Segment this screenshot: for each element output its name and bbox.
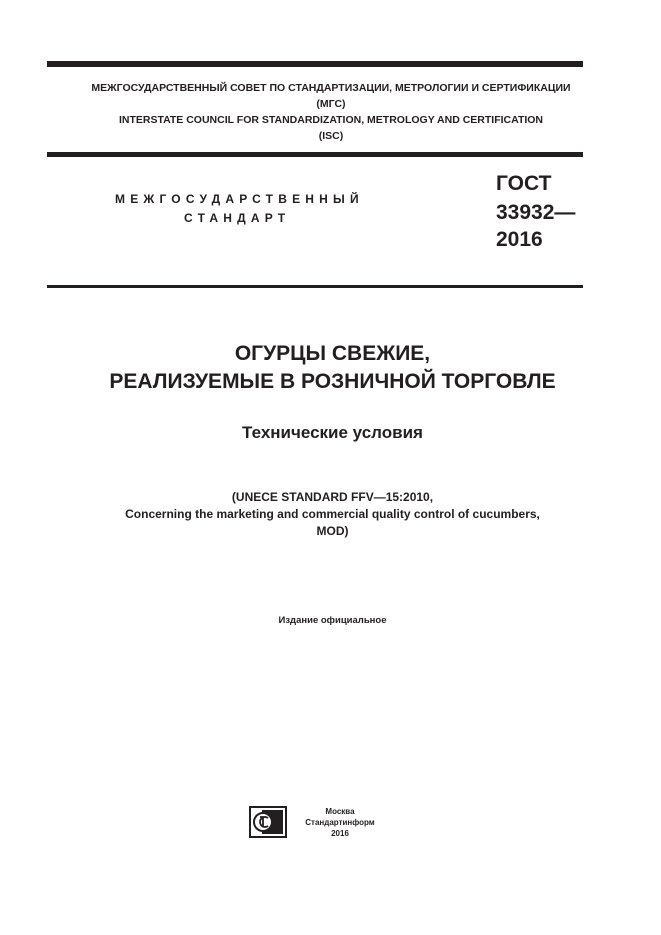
document-title-line1: ОГУРЦЫ СВЕЖИЕ, bbox=[234, 342, 431, 365]
standard-kind-line2: СТАНДАРТ bbox=[184, 211, 291, 225]
council-ru bbox=[47, 80, 615, 112]
edition-note: Издание официальное bbox=[278, 615, 387, 626]
council-ru-name: МЕЖГОСУДАРСТВЕННЫЙ СОВЕТ ПО СТАНДАРТИЗАЦИИ, МЕТРОЛОГИИ И СЕРТИФИКАЦИИ bbox=[91, 82, 571, 94]
gost-label: ГОСТ bbox=[496, 172, 552, 195]
document-title-line2: РЕАЛИЗУЕМЫЕ В РОЗНИЧНОЙ ТОРГОВЛЕ bbox=[109, 370, 556, 393]
council-en-abbr: (ISC) bbox=[318, 130, 344, 142]
document-subtitle: Технические условия bbox=[242, 423, 423, 442]
council-en-name: INTERSTATE COUNCIL FOR STANDARDIZATION, METROLOGY AND CERTIFICATION bbox=[118, 114, 544, 126]
reference-line1: (UNECE STANDARD FFV—15:2010, bbox=[231, 490, 434, 504]
reference-line2: Concerning the marketing and commercial quality control of cucumbers, bbox=[125, 507, 540, 521]
publisher-city: Москва bbox=[325, 807, 355, 816]
top-rule bbox=[47, 61, 583, 67]
publisher-name: Стандартинформ bbox=[305, 818, 375, 827]
council-en bbox=[47, 112, 615, 144]
gost-number: 33932— bbox=[496, 201, 576, 224]
standartinform-logo-icon bbox=[249, 806, 287, 838]
gost-year: 2016 bbox=[496, 228, 543, 251]
reference-line3: MOD) bbox=[316, 524, 349, 538]
standard-kind-line1: МЕЖГОСУДАРСТВЕННЫЙ bbox=[115, 192, 364, 206]
lower-rule bbox=[47, 285, 583, 288]
council-ru-abbr: (МГС) bbox=[316, 98, 346, 110]
middle-rule bbox=[47, 152, 583, 157]
publisher-year: 2016 bbox=[331, 829, 349, 838]
